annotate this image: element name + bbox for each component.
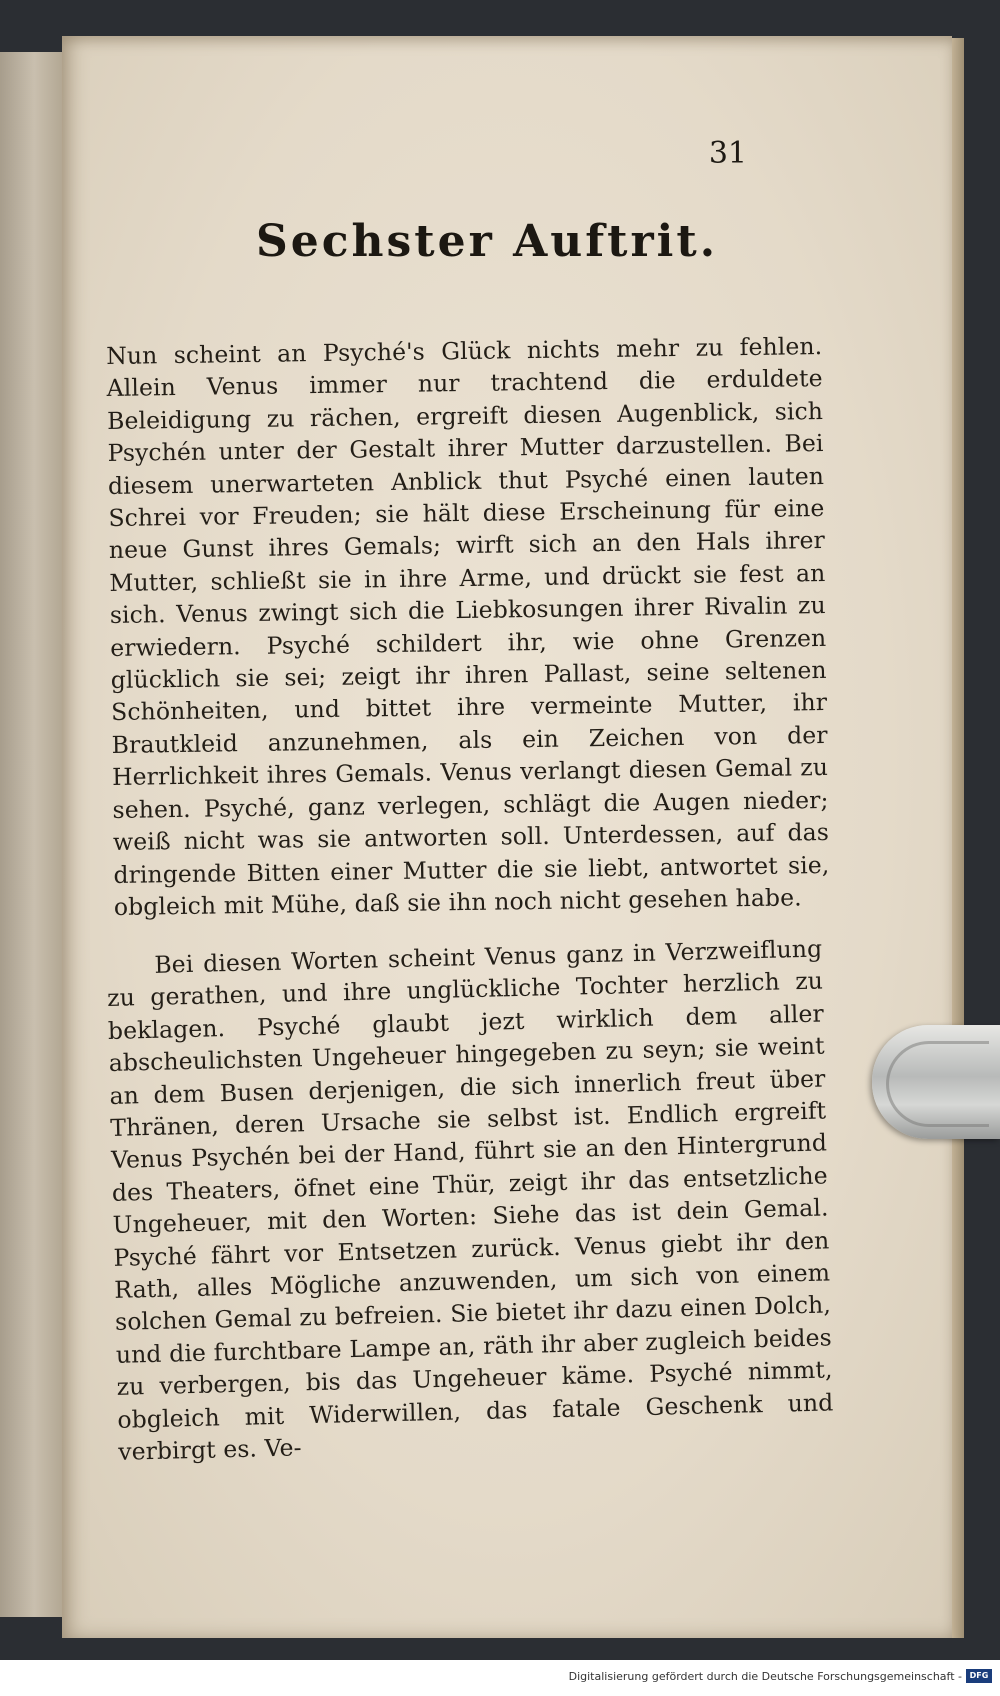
page-edge-right [950,38,964,1638]
page-clip [872,1025,1000,1139]
funding-credit: Digitalisierung gefördert durch die Deutsche Forschungsgemeinschaft - [568,1670,962,1683]
paragraph-2: Bei diesen Worten scheint Venus ganz in Verzweiflung zu gerathen, und ihre unglückliche Tochter herzlich zu beklagen. Psyché glaubt jezt wirklich dem aller abscheulichsten Ungeheuer hingegeben zu seyn; sie weint an dem Busen derjenigen, die sich innerlich freut über Thränen, deren Ursache sie selbst ist. Endlich ergreift Venus Psychén bei der Hand, führt sie an den Hintergrund des Theaters, öfnet eine Thür, zeigt ihr das entsetzliche Ungeheuer, mit den Worten: Siehe das ist dein Gemal. Psyché fährt vor Entsetzen zurück. Venus giebt ihr den Rath, alles Mögliche anzuwenden, um sich von einem solchen Gemal zu befreien. Sie bietet ihr dazu einen Dolch, und die furchtbare Lampe an, räth ihr aber zugleich beides zu verbergen, bis das Ungeheuer käme. Psyché nimmt, obgleich mit Widerwillen, das fatale Geschenk und verbirgt es. Ve- [106,934,834,1466]
footer-bar [0,1660,1000,1696]
page-number: 31 [708,136,747,171]
clip-ring [886,1041,989,1127]
dfg-logo: DFG [966,1669,992,1683]
facing-page-edge [0,52,64,1617]
book-page [62,36,952,1638]
paragraph-1: Nun scheint an Psyché's Glück nichts mehr zu fehlen. Allein Venus immer nur trachtend die erduldete Beleidigung zu rächen, ergreift diesen Augenblick, sich Psychén unter der Gestalt ihrer Mutter darzustellen. Bei diesem unerwarteten Anblick thut Psyché einen lauten Schrei vor Freuden; sie hält diese Erscheinung für eine neue Gunst ihres Gemals; wirft sich an den Hals ihrer Mutter, schließt sie in ihre Arme, und drückt sie fest an sich. Venus zwingt sich die Liebkosungen ihrer Rivalin zu erwiedern. Psyché schildert ihr, wie ohne Grenzen glücklich sie sei; zeigt ihr ihren Pallast, seine seltenen Schönheiten, und bittet ihre vermeinte Mutter, ihr Brautkleid anzunehmen, als ein Zeichen von der Herrlichkeit ihres Gemals. Venus verlangt diesen Gemal zu sehen. Psyché, ganz verlegen, schlägt die Augen nieder; weiß nicht was sie antworten soll. Unterdessen, auf das dringende Bitten einer Mutter die sie liebt, antwortet sie, obgleich mit Mühe, daß sie ihn noch nicht gesehen habe. [106,331,830,921]
scene-heading: Sechster Auftrit. [255,216,719,267]
